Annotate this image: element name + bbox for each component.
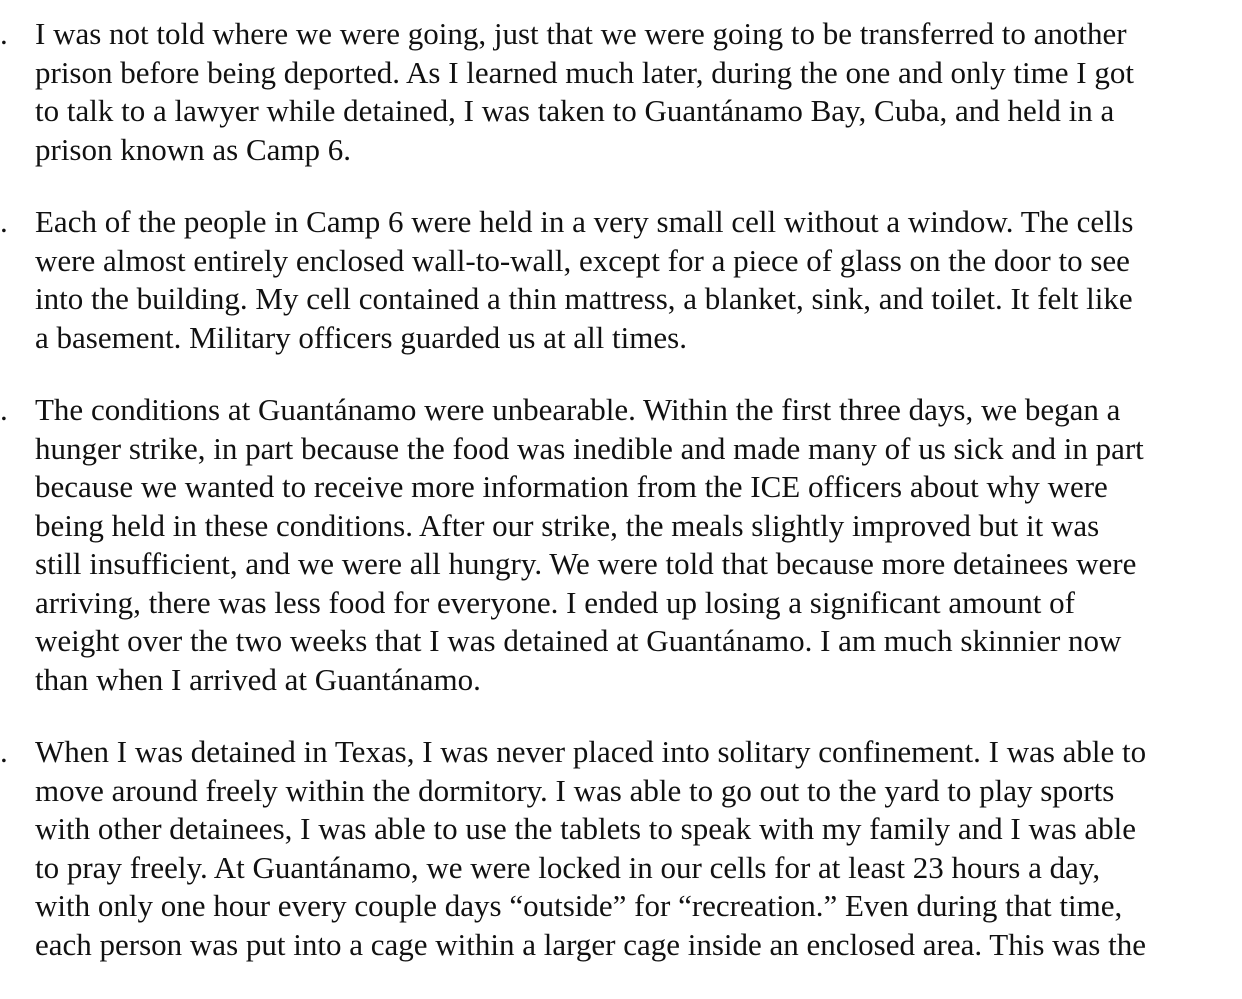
text-line: to talk to a lawyer while detained, I was taken to Guantánamo Bay, Cuba, and held in a (35, 93, 1115, 128)
text-line: because we wanted to receive more information from the ICE officers about why were (35, 469, 1108, 504)
paragraph-text (35, 391, 1235, 699)
text-line: to pray freely. At Guantánamo, we were locked in our cells for at least 23 hours a day, (35, 849, 1101, 885)
text-line: hunger strike, in part because the food was inedible and made many of us sick and in part (35, 430, 1144, 466)
paragraph-marker: . (0, 204, 8, 239)
paragraph-text (35, 15, 1235, 169)
text-line: The conditions at Guantánamo were unbearable. Within the first three days, we began a (35, 392, 1121, 427)
text-line: prison known as Camp 6. (35, 131, 352, 167)
text-line: with other detainees, I was able to use the tablets to speak with my family and I was able (35, 811, 1137, 846)
text-line: a basement. Military officers guarded us at all times. (35, 319, 687, 355)
text-line: were almost entirely enclosed wall-to-wall, except for a piece of glass on the door to see (35, 242, 1130, 278)
text-line: arriving, there was less food for everyone. I ended up losing a significant amount of (35, 584, 1075, 620)
text-line: When I was detained in Texas, I was never placed into solitary confinement. I was able to (35, 734, 1147, 769)
text-line: move around freely within the dormitory. I was able to go out to the yard to play sports (35, 772, 1115, 808)
text-line: being held in these conditions. After our strike, the meals slightly improved but it was (35, 507, 1100, 543)
text-line: I was not told where we were going, just that we were going to be transferred to another (35, 16, 1127, 51)
text-line: Each of the people in Camp 6 were held in a very small cell without a window. The cells (35, 204, 1134, 239)
paragraph-text (35, 203, 1235, 357)
text-line: than when I arrived at Guantánamo. (35, 661, 481, 697)
text-line: into the building. My cell contained a thin mattress, a blanket, sink, and toilet. It felt like (35, 281, 1133, 316)
text-line: weight over the two weeks that I was detained at Guantánamo. I am much skinnier now (35, 623, 1122, 658)
paragraph-marker: . (0, 734, 8, 769)
text-line: still insufficient, and we were all hungry. We were told that because more detainees were (35, 546, 1137, 581)
text-line: prison before being deported. As I learned much later, during the one and only time I got (35, 54, 1134, 90)
paragraph-marker: . (0, 392, 8, 427)
paragraph-text (35, 733, 1235, 964)
text-line: each person was put into a cage within a larger cage inside an enclosed area. This was the (35, 926, 1146, 962)
text-line: with only one hour every couple days “outside” for “recreation.” Even during that time, (35, 888, 1123, 923)
paragraph-marker: . (0, 16, 8, 51)
